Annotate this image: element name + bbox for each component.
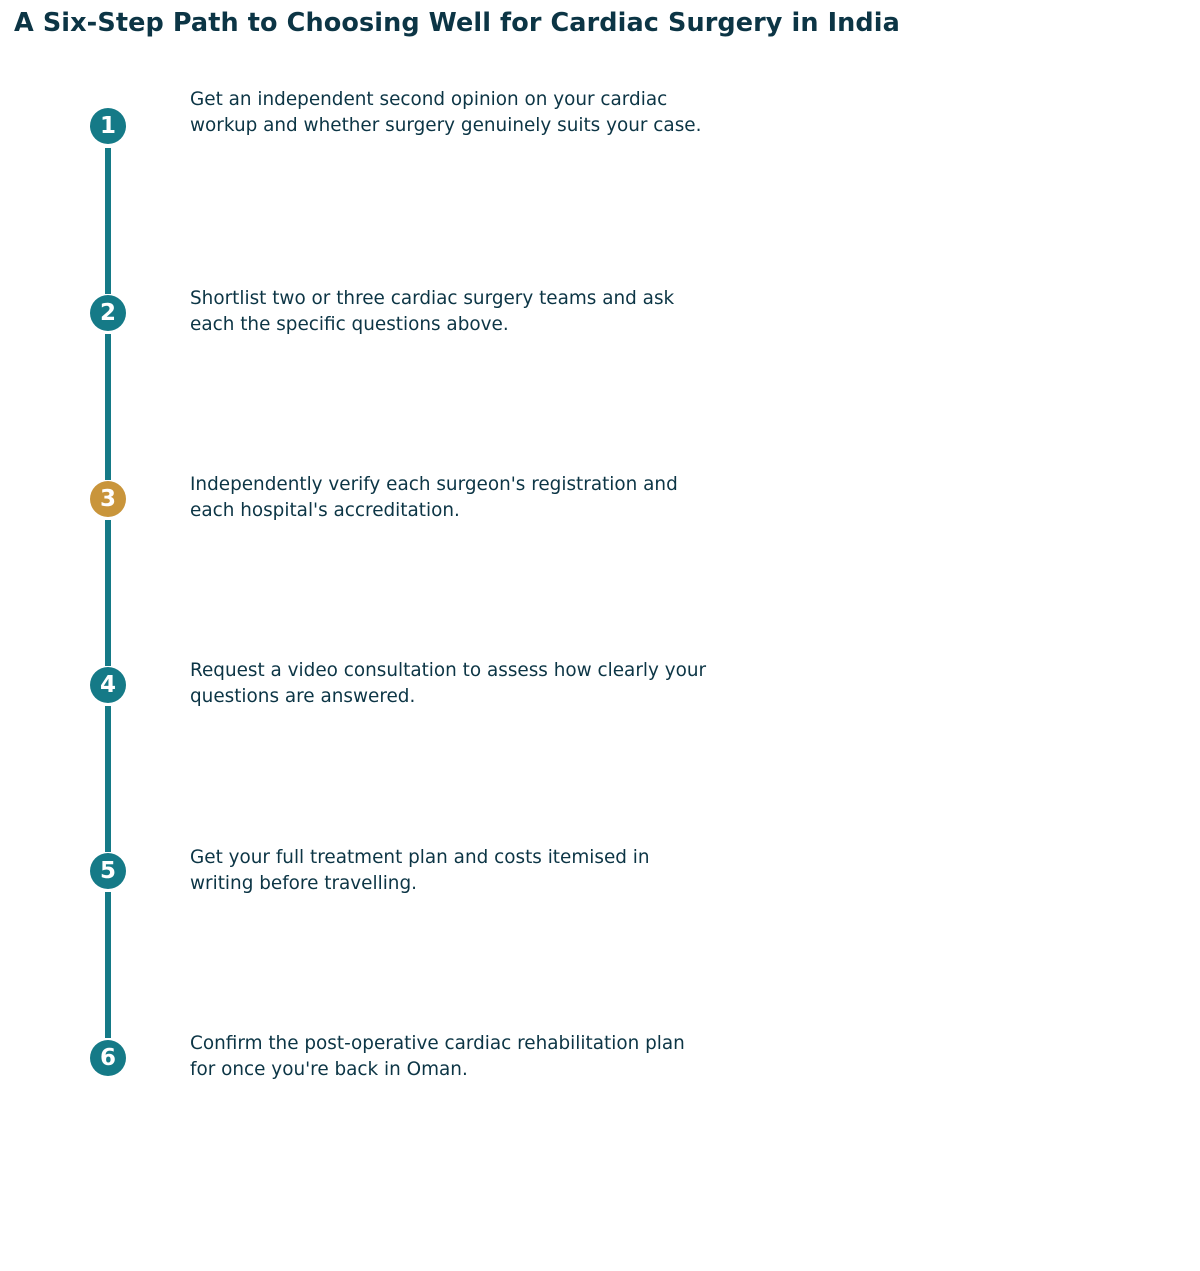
timeline-connector bbox=[105, 706, 111, 852]
step-description: Shortlist two or three cardiac surgery teams and ask each the specific questions above. bbox=[190, 288, 675, 335]
step-description: Get an independent second opinion on your cardiac workup and whether surgery genuinely suits your case. bbox=[190, 89, 702, 136]
timeline-connector bbox=[105, 892, 111, 1038]
step-description: Request a video consultation to assess how clearly your questions are answered. bbox=[190, 660, 707, 707]
step-number-badge: 6 bbox=[90, 1040, 126, 1076]
timeline-connector bbox=[105, 520, 111, 666]
step-number-badge: 3 bbox=[90, 481, 126, 517]
step-description: Get your full treatment plan and costs itemised in writing before travelling. bbox=[190, 847, 650, 894]
step-description: Confirm the post-operative cardiac rehabilitation plan for once you're back in Oman. bbox=[190, 1033, 685, 1080]
page-title: A Six-Step Path to Choosing Well for Cardiac Surgery in India bbox=[14, 8, 900, 38]
step-number-badge: 4 bbox=[90, 667, 126, 703]
timeline-connector bbox=[105, 148, 111, 294]
step-number-badge: 5 bbox=[90, 853, 126, 889]
step-number-badge: 1 bbox=[90, 108, 126, 144]
timeline-connector bbox=[105, 334, 111, 480]
step-number-badge: 2 bbox=[90, 295, 126, 331]
step-description: Independently verify each surgeon's registration and each hospital's accreditation. bbox=[190, 474, 678, 521]
